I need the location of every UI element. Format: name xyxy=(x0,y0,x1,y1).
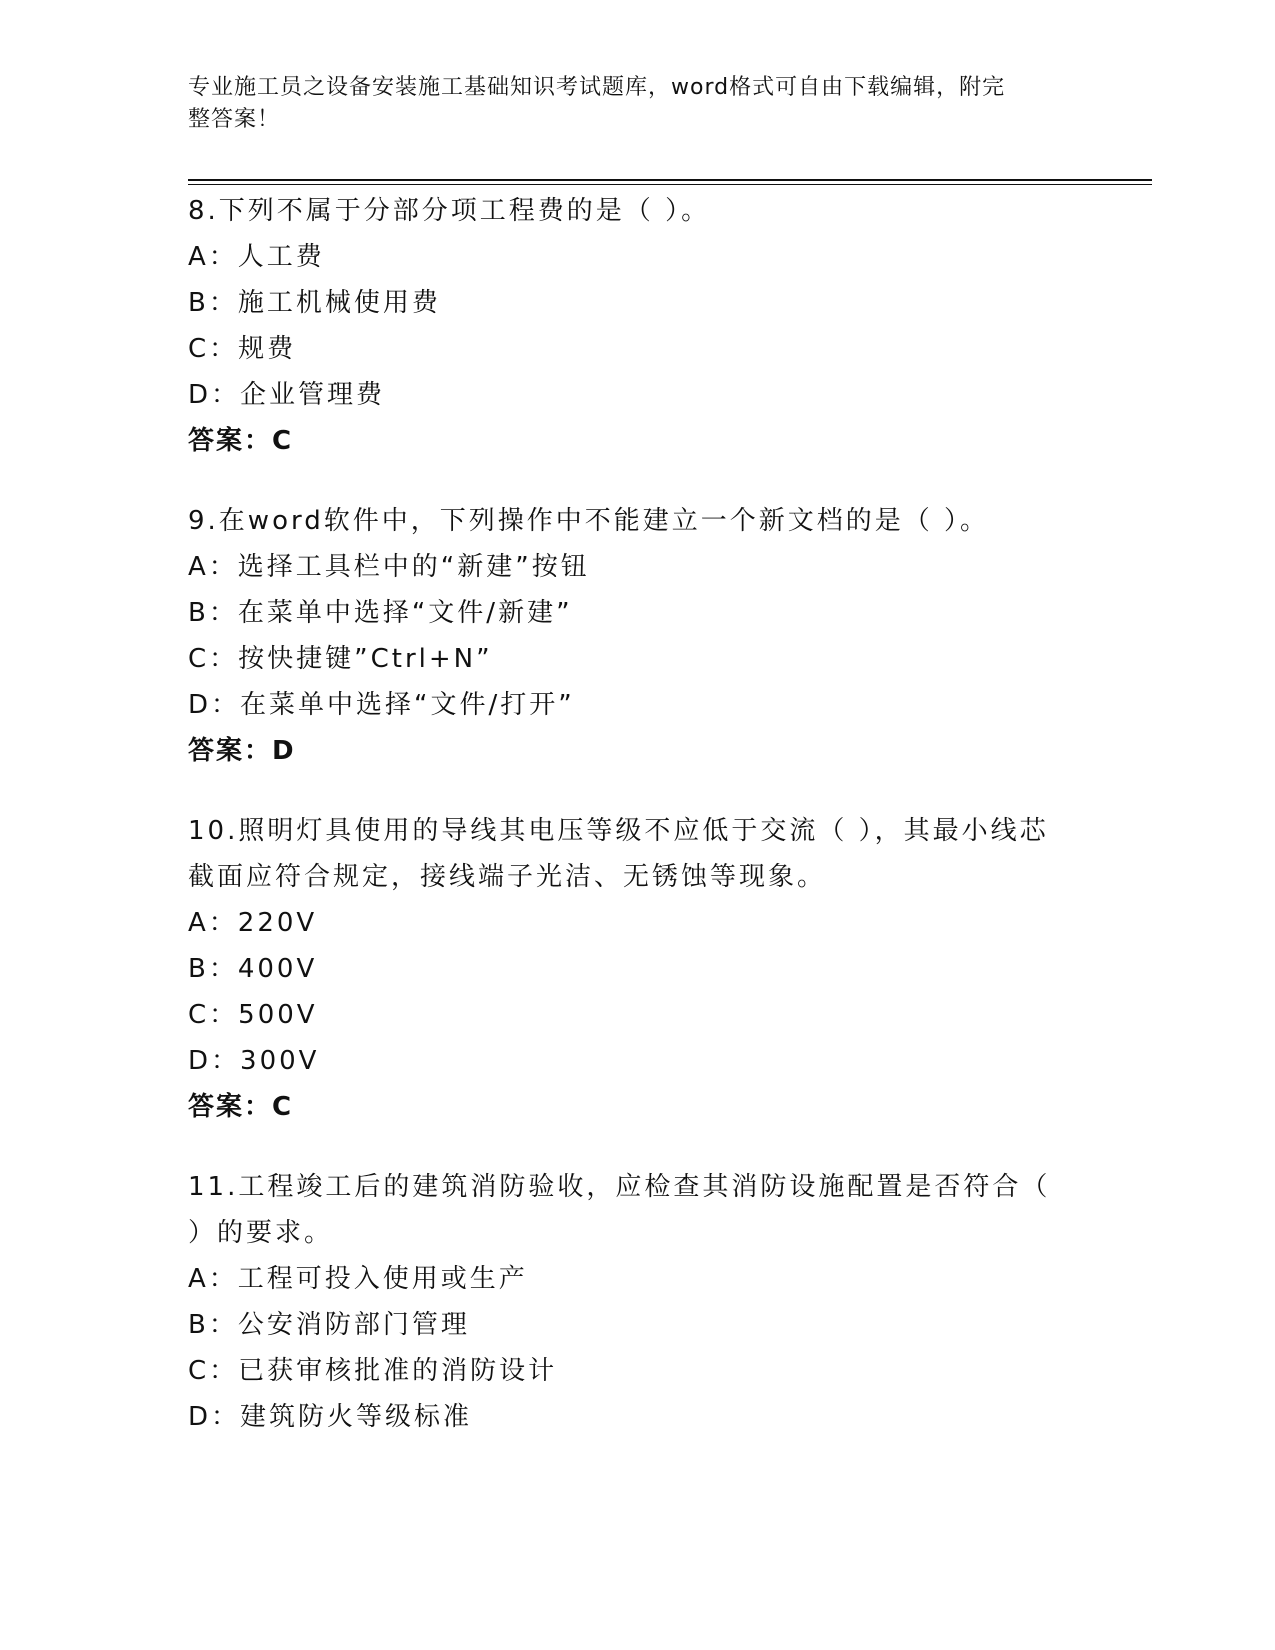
question-stem-line-1: 10.照明灯具使用的导线其电压等级不应低于交流（ ），其最小线芯 xyxy=(188,816,1049,846)
header-line-1: 专业施工员之设备安装施工基础知识考试题库，word格式可自由下载编辑，附完 xyxy=(188,75,1006,100)
option-a: A：工程可投入使用或生产 xyxy=(188,1264,528,1294)
option-b: B：400V xyxy=(188,954,318,984)
header-divider-thin xyxy=(188,184,1152,185)
option-c: C：规费 xyxy=(188,334,297,364)
question-stem: 8.下列不属于分部分项工程费的是（ ）。 xyxy=(188,196,711,226)
option-d: D：建筑防火等级标准 xyxy=(188,1402,473,1432)
option-d: D：300V xyxy=(188,1046,320,1076)
option-b: B：在菜单中选择“文件/新建” xyxy=(188,598,573,628)
option-d: D：企业管理费 xyxy=(188,380,386,410)
question-stem-line-2: ）的要求。 xyxy=(188,1218,334,1248)
option-a: A：220V xyxy=(188,908,318,938)
option-a: A：人工费 xyxy=(188,242,325,272)
option-d: D：在菜单中选择“文件/打开” xyxy=(188,690,575,720)
option-b: B：公安消防部门管理 xyxy=(188,1310,470,1340)
answer: 答案：C xyxy=(188,1092,294,1122)
question-stem: 9.在word软件中，下列操作中不能建立一个新文档的是（ ）。 xyxy=(188,506,989,536)
answer: 答案：C xyxy=(188,426,294,456)
question-stem-line-2: 截面应符合规定，接线端子光洁、无锈蚀等现象。 xyxy=(188,862,827,892)
question-9 xyxy=(188,498,1088,774)
header-divider-thick xyxy=(188,179,1152,181)
option-b: B：施工机械使用费 xyxy=(188,288,441,318)
option-c: C：500V xyxy=(188,1000,318,1030)
option-c: C：按快捷键”Ctrl+N” xyxy=(188,644,493,674)
header-line-2: 整答案！ xyxy=(188,107,281,132)
question-10 xyxy=(188,808,1088,1130)
option-a: A：选择工具栏中的“新建”按钮 xyxy=(188,552,590,582)
question-stem-line-1: 11.工程竣工后的建筑消防验收，应检查其消防设施配置是否符合（ xyxy=(188,1172,1051,1202)
option-c: C：已获审核批准的消防设计 xyxy=(188,1356,558,1386)
document-header xyxy=(188,72,1088,136)
question-8 xyxy=(188,188,1088,464)
answer: 答案：D xyxy=(188,736,296,766)
question-list xyxy=(188,188,1088,1474)
question-11 xyxy=(188,1164,1088,1440)
